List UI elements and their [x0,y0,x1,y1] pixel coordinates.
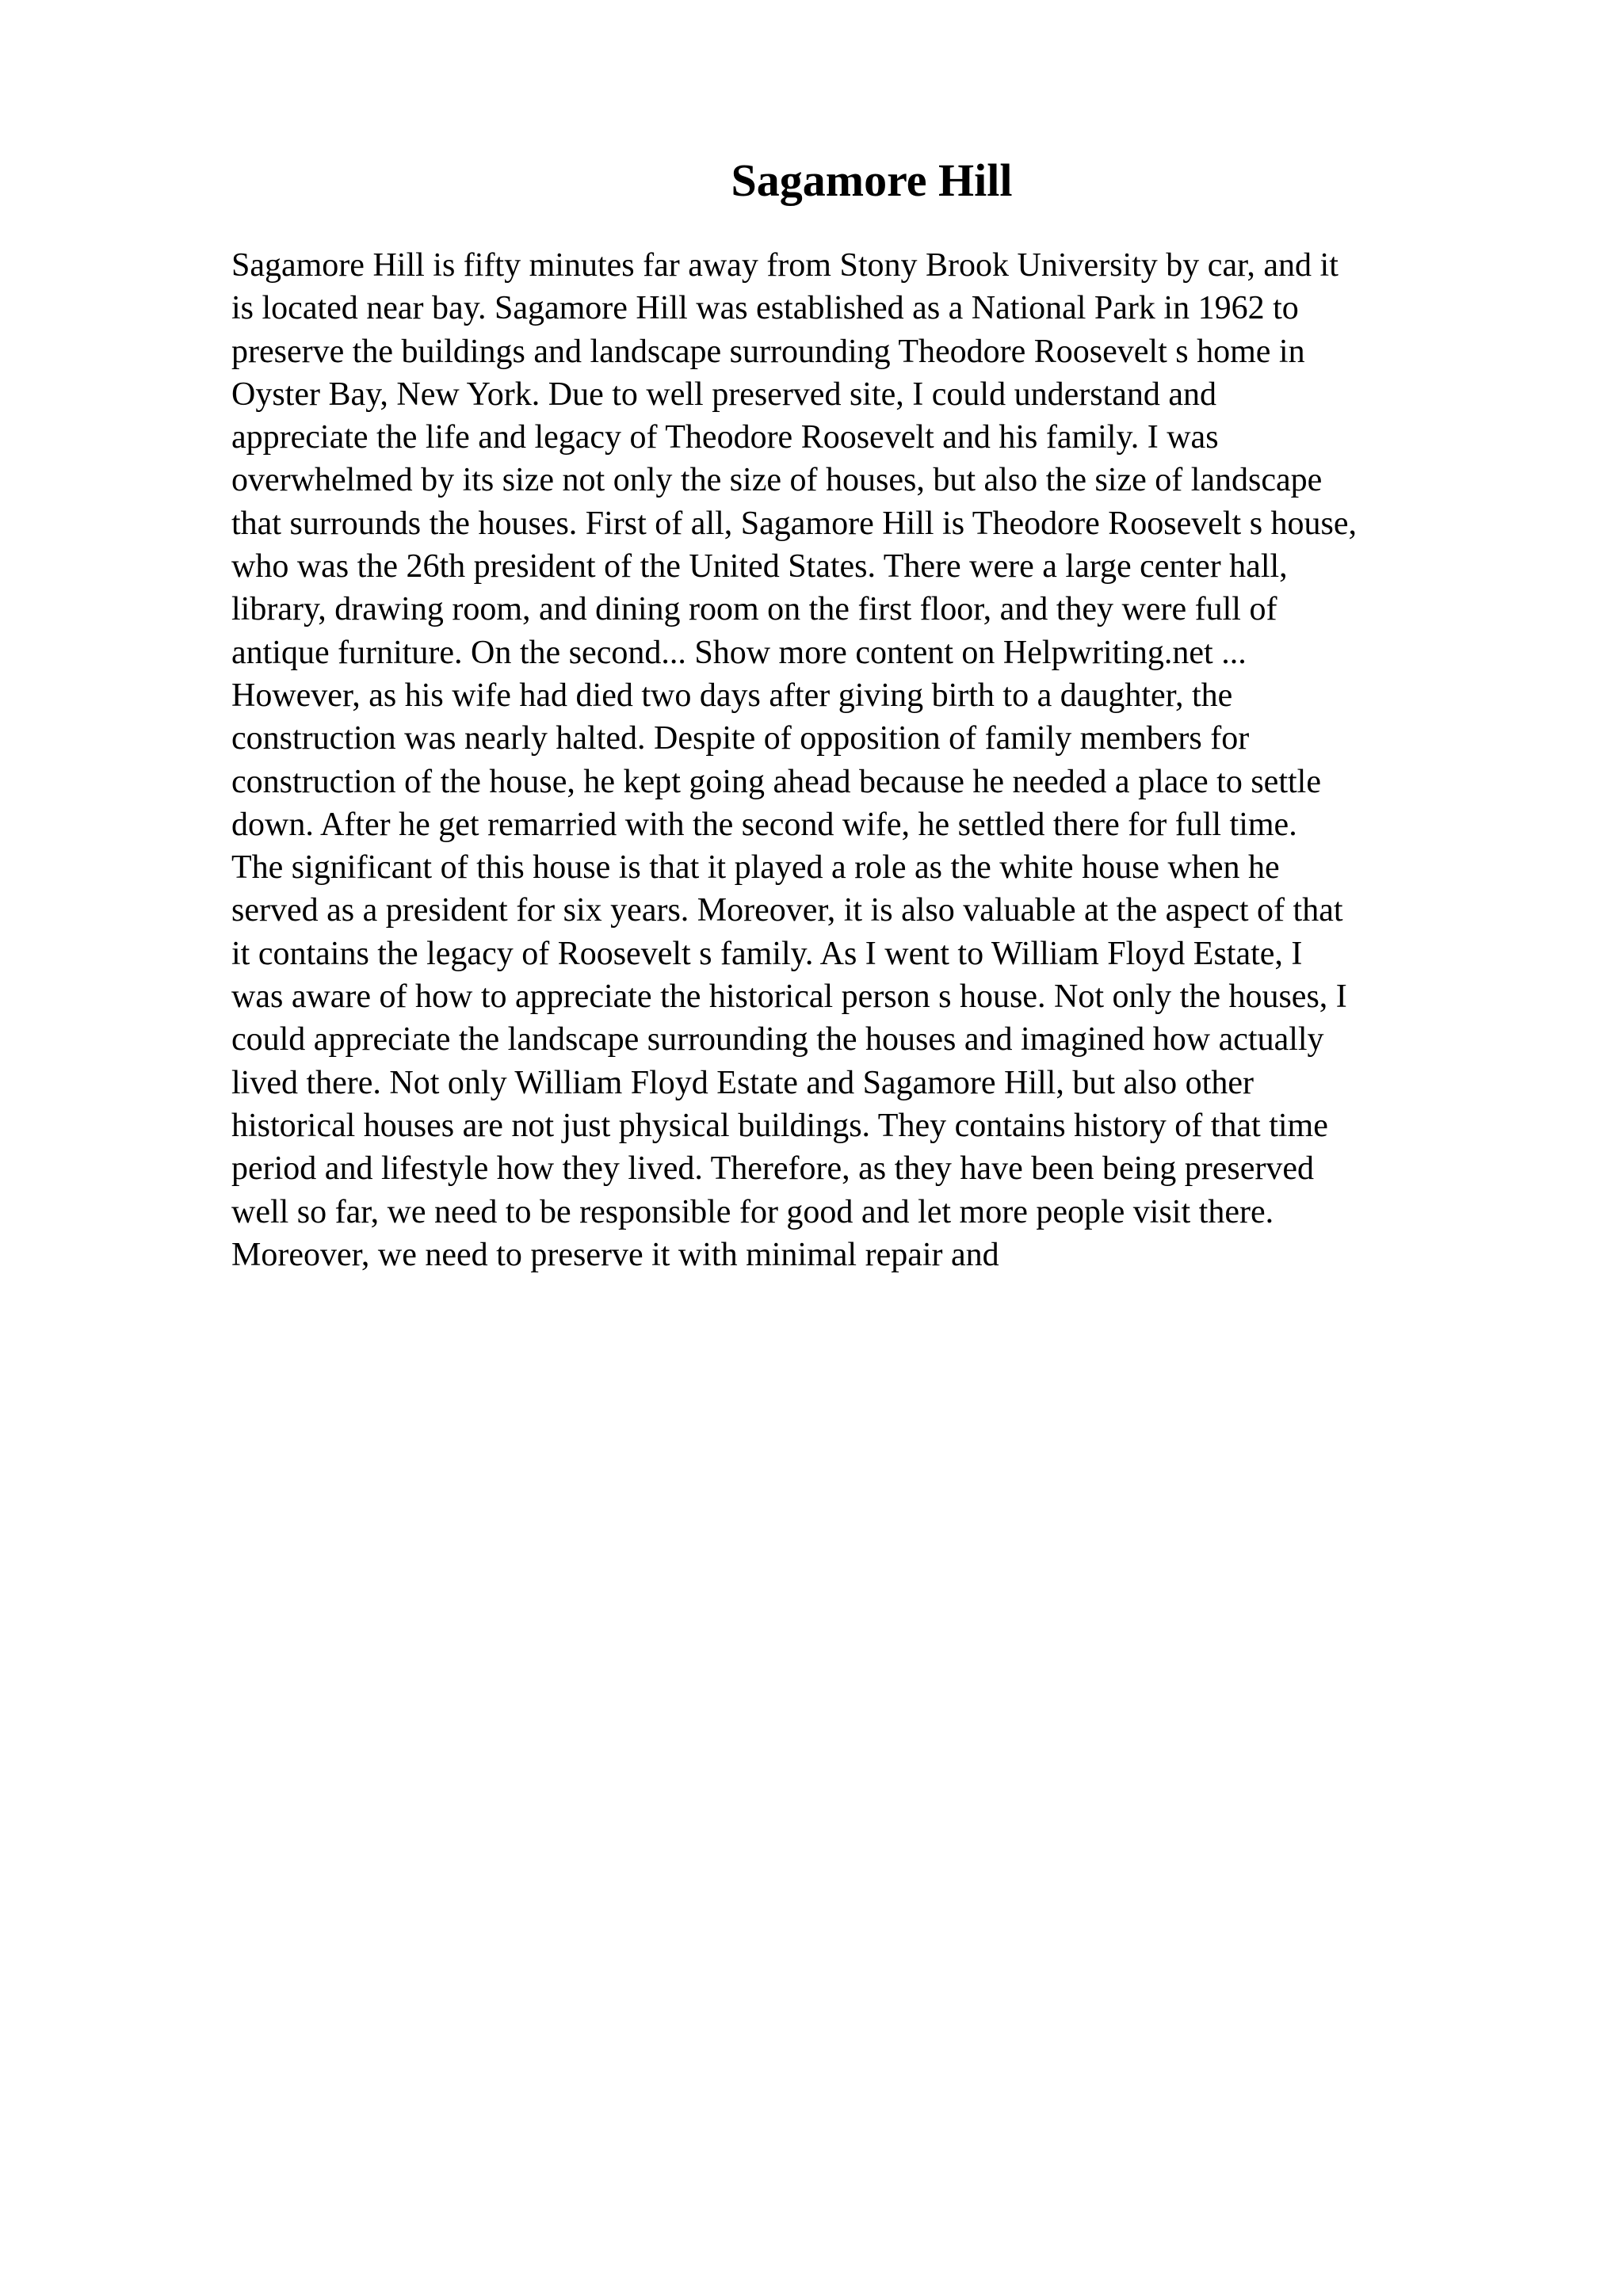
body-line: is located near bay. Sagamore Hill was established as a National Park in 1962 to [231,290,1299,327]
body-line: historical houses are not just physical buildings. They contains history of that time [231,1107,1328,1144]
body-line: could appreciate the landscape surrounding the houses and imagined how actually [231,1021,1324,1058]
body-line: However, as his wife had died two days after giving birth to a daughter, the [231,677,1233,714]
body-line: who was the 26th president of the United States. There were a large center hall, [231,548,1288,585]
body-line: overwhelmed by its size not only the size of houses, but also the size of landscape [231,462,1323,499]
document-title: Sagamore Hill [731,154,1013,206]
body-line: well so far, we need to be responsible for good and let more people visit there. [231,1193,1274,1230]
body-line: that surrounds the houses. First of all, Sagamore Hill is Theodore Roosevelt s house, [231,505,1358,542]
body-line: library, drawing room, and dining room on the first floor, and they were full of [231,591,1277,628]
body-line: construction was nearly halted. Despite of opposition of family members for [231,720,1250,757]
document-body [231,244,1357,1276]
body-line: served as a president for six years. Moreover, it is also valuable at the aspect of that [231,892,1343,929]
body-line: it contains the legacy of Roosevelt s family. As I went to William Floyd Estate, I [231,935,1303,972]
body-line: Sagamore Hill is fifty minutes far away from Stony Brook University by car, and it [231,247,1338,284]
body-line: construction of the house, he kept going ahead because he needed a place to settle [231,763,1321,800]
body-line: antique furniture. On the second... Show more content on Helpwriting.net ... [231,634,1247,671]
body-line: Moreover, we need to preserve it with minimal repair and [231,1236,999,1273]
body-line: preserve the buildings and landscape surrounding Theodore Roosevelt s home in [231,333,1305,370]
body-line: lived there. Not only William Floyd Estate and Sagamore Hill, but also other [231,1064,1254,1101]
body-line: appreciate the life and legacy of Theodore Roosevelt and his family. I was [231,419,1219,456]
body-line: Oyster Bay, New York. Due to well preserved site, I could understand and [231,376,1216,413]
body-line: was aware of how to appreciate the historical person s house. Not only the houses, I [231,978,1347,1016]
body-line: down. After he get remarried with the second wife, he settled there for full time. [231,806,1297,843]
body-line: period and lifestyle how they lived. Therefore, as they have been being preserved [231,1150,1315,1188]
body-line: The significant of this house is that it played a role as the white house when he [231,849,1280,887]
